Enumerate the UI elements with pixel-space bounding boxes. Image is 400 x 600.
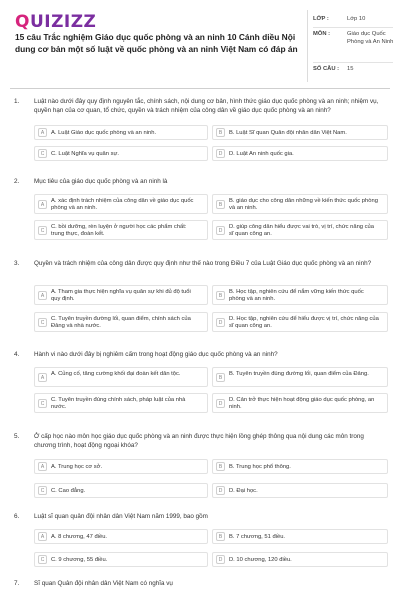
- option-letter: A: [38, 291, 47, 300]
- option-letter: D: [216, 149, 225, 158]
- option-letter: C: [38, 486, 47, 495]
- meta-divider: [313, 62, 393, 63]
- question-text: Quyền và trách nhiệm của công dân được quy định như thế nào trong Điều 7 của Luật Giáo dục quốc phòng và an ninh?: [34, 260, 372, 267]
- option-d[interactable]: [212, 393, 388, 413]
- question-text: Luật nào dưới đây quy định nguyên tắc, chính sách, nội dung cơ bản, hình thức giáo dục quốc phòng và an ninh; nhiệm vụ, quyền hạn của cơ quan, tổ chức, quyền và trách nhiệm của công dân về giáo dục quốc phòng và an ninh?: [34, 98, 379, 114]
- option-a[interactable]: [34, 529, 208, 544]
- option-text: B. 7 chương, 51 điều.: [229, 534, 286, 540]
- option-text: D. 10 chương, 120 điều.: [229, 557, 292, 563]
- class-value: Lớp 10: [347, 16, 366, 22]
- option-text: A. Tham gia thực hiện nghĩa vụ quân sự khi đủ độ tuổi quy định.: [51, 289, 191, 303]
- option-letter: B: [216, 128, 225, 137]
- option-d[interactable]: [212, 312, 388, 332]
- option-text: A. 8 chương, 47 điều.: [51, 534, 108, 540]
- question-text: Sĩ quan Quân đội nhân dân Việt Nam có nghĩa vụ: [34, 580, 173, 587]
- option-b[interactable]: [212, 367, 388, 387]
- option-a[interactable]: [34, 125, 208, 140]
- option-text: B. giáo dục cho công dân những về kiến thức quốc phòng và an ninh.: [229, 198, 378, 212]
- question-text: Luật sĩ quan quân đội nhân dân Việt Nam năm 1999, bao gồm: [34, 513, 208, 520]
- question-text: Ở cấp học nào môn học giáo dục quốc phòng và an ninh được thực hiện lồng ghép thông qua nội dung các môn trong chương trình, hoạt động ngoại khóa?: [34, 433, 364, 449]
- option-text: C. bồi dưỡng, rèn luyện ở người học các phẩm chất: trung thực, đoàn kết.: [51, 224, 187, 238]
- question-number: 3.: [14, 260, 20, 267]
- count-label: SỐ CÂU :: [313, 66, 340, 72]
- worksheet-title: 15 câu Trắc nghiệm Giáo dục quốc phòng và an ninh 10 Cánh diều Nội dung cơ bản một số luật về quốc phòng và an ninh Việt Nam có đáp án: [15, 32, 298, 54]
- question-number: 2.: [14, 178, 20, 185]
- option-text: A. Trung học cơ sở.: [51, 464, 103, 470]
- meta-divider: [313, 27, 393, 28]
- header-separator: [10, 88, 390, 89]
- option-letter: B: [216, 532, 225, 541]
- option-c[interactable]: [34, 146, 208, 161]
- worksheet-header: [0, 0, 400, 86]
- logo-text: QUIZIZZ: [15, 12, 97, 32]
- option-letter: C: [38, 399, 47, 408]
- option-text: B. Luật Sĩ quan Quân đội nhân dân Việt Nam.: [229, 130, 347, 136]
- option-text: C. Luật Nghĩa vụ quân sự.: [51, 151, 120, 157]
- option-text: C. Cao đẳng.: [51, 488, 86, 494]
- option-text: D. giúp công dân hiểu được vai trò, vị trí, chức năng của sĩ quan công an.: [229, 224, 374, 238]
- option-b[interactable]: [212, 459, 388, 474]
- option-c[interactable]: [34, 220, 208, 240]
- option-text: D. Luật An ninh quốc gia.: [229, 151, 294, 157]
- header-divider: [307, 10, 308, 82]
- option-a[interactable]: [34, 367, 208, 387]
- option-b[interactable]: [212, 529, 388, 544]
- question-text: Mục tiêu của giáo dục quốc phòng và an ninh là: [34, 178, 168, 185]
- option-letter: B: [216, 462, 225, 471]
- option-letter: D: [216, 555, 225, 564]
- subject-value: Giáo dục Quốc Phòng và An Ninh: [347, 31, 394, 45]
- question-number: 7.: [14, 580, 20, 587]
- option-text: C. Tuyên truyền đường lối, quan điểm, chính sách của Đảng và nhà nước.: [51, 316, 191, 330]
- option-c[interactable]: [34, 483, 208, 498]
- option-letter: C: [38, 226, 47, 235]
- class-label: LỚP :: [313, 16, 329, 22]
- option-letter: B: [216, 291, 225, 300]
- option-text: C. 9 chương, 55 điều.: [51, 557, 108, 563]
- option-d[interactable]: [212, 220, 388, 240]
- quizizz-logo[interactable]: [15, 12, 96, 32]
- option-text: D. Đại học.: [229, 488, 258, 494]
- option-text: A. Luật Giáo dục quốc phòng và an ninh.: [51, 130, 157, 136]
- subject-label: MÔN :: [313, 31, 331, 37]
- option-letter: D: [216, 486, 225, 495]
- option-a[interactable]: [34, 459, 208, 474]
- option-b[interactable]: [212, 194, 388, 214]
- option-c[interactable]: [34, 312, 208, 332]
- option-letter: A: [38, 128, 47, 137]
- option-letter: A: [38, 200, 47, 209]
- option-a[interactable]: [34, 194, 208, 214]
- question-number: 6.: [14, 513, 20, 520]
- option-letter: D: [216, 226, 225, 235]
- option-letter: B: [216, 373, 225, 382]
- option-d[interactable]: [212, 483, 388, 498]
- option-text: A. xác định trách nhiệm của công dân về giáo dục quốc phòng và an ninh.: [51, 198, 194, 212]
- option-a[interactable]: [34, 285, 208, 305]
- option-letter: C: [38, 555, 47, 564]
- count-value: 15: [347, 66, 354, 72]
- option-text: A. Củng cố, tăng cường khối đại đoàn kết dân tộc.: [51, 371, 181, 377]
- option-text: B. Trung học phổ thông.: [229, 464, 291, 470]
- option-text: D. Cản trở thực hiện hoạt động giáo dục quốc phòng, an ninh.: [229, 397, 375, 411]
- option-c[interactable]: [34, 552, 208, 567]
- option-c[interactable]: [34, 393, 208, 413]
- option-letter: A: [38, 462, 47, 471]
- option-text: C. Tuyên truyền đúng chính sách, pháp luật của nhà nước.: [51, 397, 186, 411]
- option-d[interactable]: [212, 146, 388, 161]
- option-text: B. Tuyên truyền đúng đường lối, quan điểm của Đảng.: [229, 371, 369, 377]
- question-number: 4.: [14, 351, 20, 358]
- option-d[interactable]: [212, 552, 388, 567]
- question-text: Hành vi nào dưới đây bị nghiêm cấm trong hoạt động giáo dục quốc phòng và an ninh?: [34, 351, 278, 358]
- option-letter: B: [216, 200, 225, 209]
- option-letter: C: [38, 318, 47, 327]
- option-text: B. Học tập, nghiên cứu để nắm vững kiến thức quốc phòng và an ninh.: [229, 289, 364, 303]
- option-letter: D: [216, 318, 225, 327]
- option-b[interactable]: [212, 125, 388, 140]
- question-number: 5.: [14, 433, 20, 440]
- option-letter: A: [38, 373, 47, 382]
- option-b[interactable]: [212, 285, 388, 305]
- question-number: 1.: [14, 98, 20, 105]
- option-letter: A: [38, 532, 47, 541]
- option-letter: D: [216, 399, 225, 408]
- option-text: D. Học tập, nghiên cứu để hiểu được vị trí, chức năng của sĩ quan công an.: [229, 316, 379, 330]
- option-letter: C: [38, 149, 47, 158]
